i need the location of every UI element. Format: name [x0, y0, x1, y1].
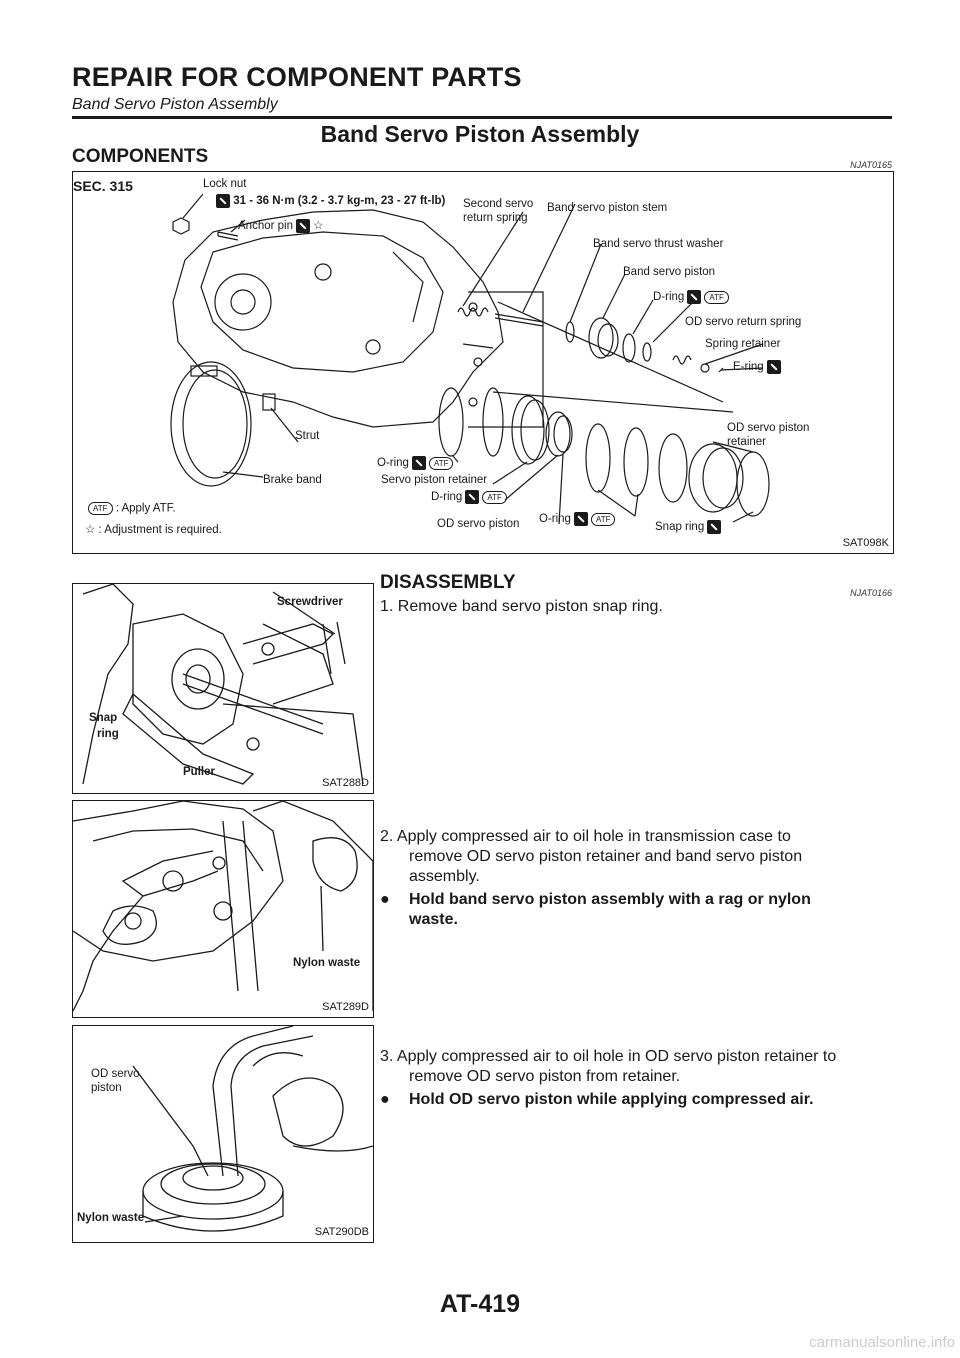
label-od-retainer-1: OD servo piston [727, 422, 810, 434]
label-spring-retainer: Spring retainer [705, 338, 781, 350]
replace-icon [412, 456, 426, 470]
label-od-return-spring: OD servo return spring [685, 316, 802, 328]
disassembly-heading: DISASSEMBLY [380, 572, 516, 593]
lock-nut [173, 218, 189, 234]
label-snap-ring [655, 520, 721, 534]
label-od-retainer-2: retainer [727, 436, 766, 448]
label-nylon-waste-2: Nylon waste [77, 1212, 145, 1224]
anchor-pin-text: Anchor pin [238, 220, 293, 232]
replace-icon [767, 360, 781, 374]
figure-sat288d [72, 583, 374, 794]
anchor-pin [218, 232, 238, 240]
od-piston-drawing [73, 1026, 373, 1242]
watermark: carmanualsonline.info [809, 1334, 955, 1351]
o-ring-bottom-text: O-ring [539, 513, 571, 526]
page-header-title: REPAIR FOR COMPONENT PARTS [72, 62, 522, 92]
second-servo-spring [458, 308, 488, 316]
label-d-ring-top [653, 290, 729, 304]
label-snap: Snap [89, 712, 118, 724]
step-2-bullet-line-1: Hold band servo piston assembly with a rag or nylon [409, 891, 811, 908]
o-ring-left-text: O-ring [377, 457, 409, 470]
replace-icon [574, 512, 588, 526]
components-heading: COMPONENTS [72, 146, 209, 167]
label-second-servo-1: Second servo [463, 198, 534, 210]
components-figure [72, 171, 894, 554]
step-2-line-2: remove OD servo piston retainer and band servo piston [409, 848, 803, 865]
legend-adjust [85, 522, 222, 536]
section-title: Band Servo Piston Assembly [320, 121, 640, 147]
label-torque [213, 194, 445, 208]
air-gun-drawing [73, 801, 373, 1017]
header-rule [72, 116, 892, 119]
snap-ring [737, 452, 769, 516]
replace-icon [687, 290, 701, 304]
label-d-ring-bottom [431, 490, 507, 504]
label-o-ring-bottom [539, 512, 615, 526]
legend-atf [85, 502, 176, 515]
figure-code: SAT290DB [314, 1226, 369, 1238]
atf-badge: ATF [704, 291, 729, 304]
step-2-line-1: 2. Apply compressed air to oil hole in transmission case to [380, 828, 791, 845]
step-2-bullet-line-2: waste. [409, 911, 458, 928]
atf-badge: ATF [482, 491, 507, 504]
label-od-servo: OD servo [91, 1068, 140, 1080]
piston-stem [495, 314, 543, 326]
puller-drawing [73, 584, 373, 793]
legend-atf-text: : Apply ATF. [115, 502, 176, 515]
label-lock-nut: Lock nut [203, 178, 247, 190]
atf-badge: ATF [591, 513, 616, 526]
figure-code: SAT098K [842, 537, 889, 549]
label-brake-band: Brake band [263, 474, 322, 486]
figure-sat290db [72, 1025, 374, 1243]
adjust-star-icon: ☆ [309, 220, 324, 232]
label-anchor-pin [238, 218, 324, 233]
label-nylon-waste: Nylon waste [293, 957, 361, 969]
label-piston: Band servo piston [623, 266, 716, 278]
torque-value: 31 - 36 N·m (3.2 - 3.7 kg-m, 23 - 27 ft-lb) [233, 195, 446, 208]
label-second-servo-2: return spring [463, 212, 528, 224]
step-3-bullet-line-1: Hold OD servo piston while applying compressed air. [409, 1091, 814, 1108]
step-3-line-1: 3. Apply compressed air to oil hole in OD servo piston retainer to [380, 1048, 837, 1065]
e-ring-text: E-ring [733, 361, 764, 374]
sec-label: SEC. 315 [73, 178, 133, 194]
label-puller: Puller [183, 766, 215, 778]
d-ring-top-text: D-ring [653, 291, 685, 304]
figure-sat289d [72, 800, 374, 1018]
label-thrust-washer: Band servo thrust washer [593, 238, 724, 250]
servo-piston-retainer [512, 396, 544, 464]
step-3-bullet-glyph: ● [380, 1091, 390, 1108]
torque-icon [216, 194, 230, 208]
thrust-washer [566, 322, 574, 342]
atf-badge: ATF [429, 457, 454, 470]
atf-badge: ATF [88, 502, 113, 515]
step-3-line-2: remove OD servo piston from retainer. [409, 1068, 681, 1085]
label-screwdriver: Screwdriver [277, 596, 343, 608]
label-o-ring-left [377, 456, 453, 470]
label-e-ring [733, 360, 781, 374]
page-number: AT-419 [439, 1290, 521, 1318]
step-2-line-3: assembly. [409, 868, 480, 885]
d-ring-bottom-text: D-ring [431, 491, 463, 504]
legend-adjust-text: : Adjustment is required. [98, 524, 222, 536]
page-header-subtitle: Band Servo Piston Assembly [72, 96, 278, 113]
figure-code: SAT288D [322, 777, 369, 789]
label-strut: Strut [295, 430, 320, 442]
step-2-bullet-glyph: ● [380, 891, 390, 908]
label-od-servo-piston: OD servo piston [437, 518, 520, 530]
disassembly-ref: NJAT0166 [850, 588, 892, 598]
replace-icon [707, 520, 721, 534]
snap-ring-text: Snap ring [655, 521, 705, 534]
figure-code: SAT289D [322, 1001, 369, 1013]
adjust-star-icon: ☆ [85, 524, 99, 536]
label-stem: Band servo piston stem [547, 202, 668, 214]
replace-icon [296, 219, 310, 233]
step-1-text: 1. Remove band servo piston snap ring. [380, 598, 663, 615]
components-ref: NJAT0165 [850, 160, 892, 170]
od-servo-piston-retainer [689, 444, 737, 512]
label-servo-piston-retainer: Servo piston retainer [381, 474, 488, 486]
transmission-case [173, 210, 503, 427]
label-ring: ring [97, 728, 119, 740]
replace-icon [465, 490, 479, 504]
label-piston: piston [91, 1082, 122, 1094]
